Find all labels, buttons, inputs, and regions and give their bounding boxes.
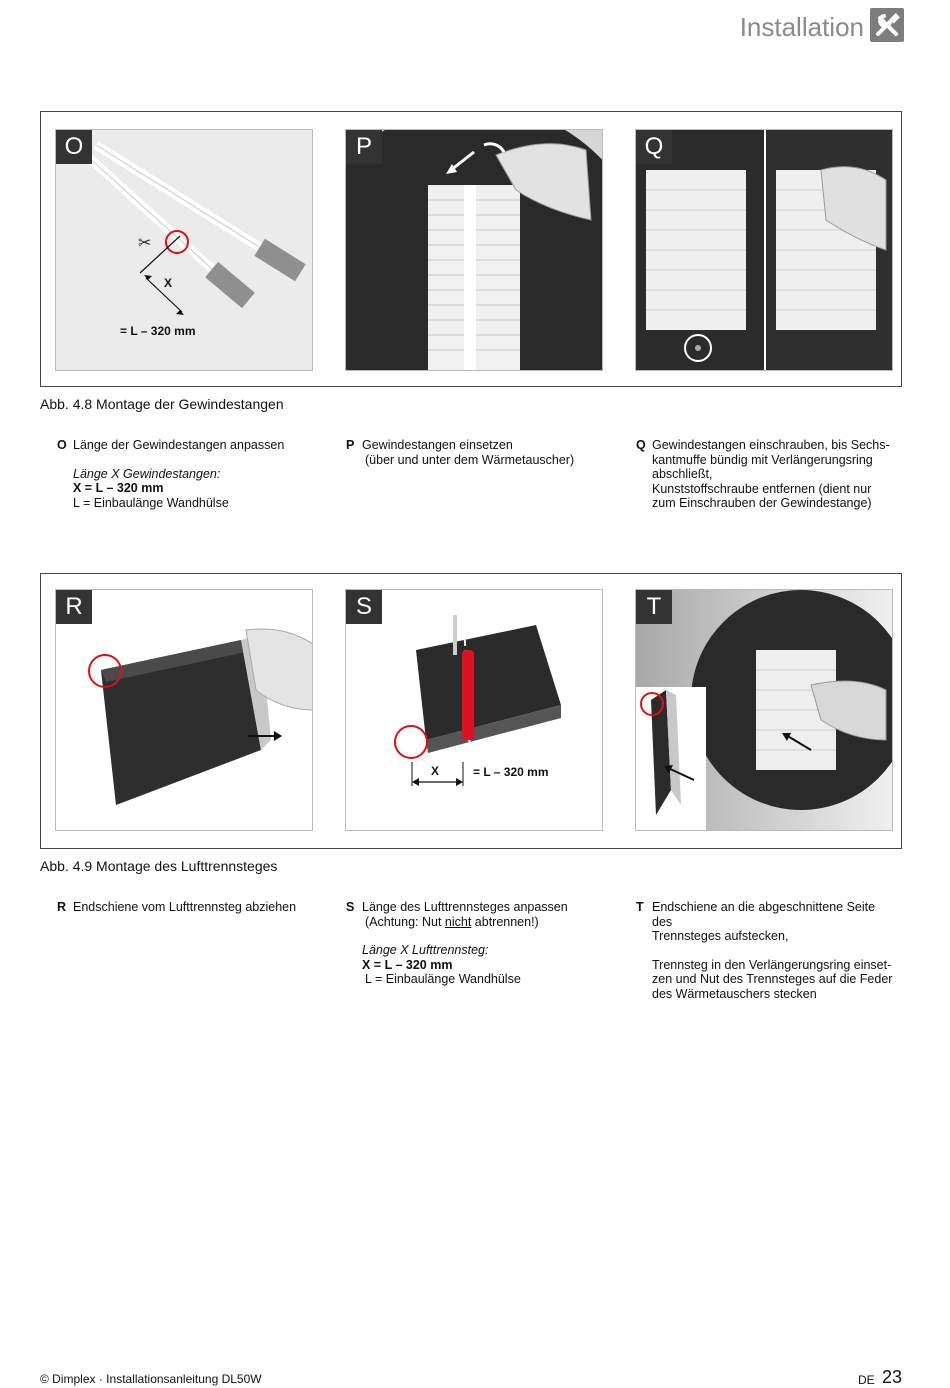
footer-copyright: © Dimplex · Installationsanleitung DL50W [40,1372,262,1386]
panel-letter-r: R [56,590,92,624]
desc-q-line1: Gewindestangen einschrauben, bis Sechs- [652,438,890,452]
desc-s-line2 [362,915,606,930]
photo-panel-s [345,589,603,831]
photo-panel-r [55,589,313,831]
photo-panel-q [635,129,893,371]
desc-q-line3: abschließt, [652,467,713,481]
desc-t-line2: Trennsteges aufstecken, [652,929,789,943]
panel-letter-s: S [346,590,382,624]
tools-icon [870,8,904,42]
description-r [57,900,317,915]
desc-letter-s: S [346,900,355,914]
panel-letter-o: O [56,130,92,164]
desc-q-line2: kantmuffe bündig mit Verlängerungsring [652,452,873,467]
insertion-image [636,590,893,831]
photo-panel-p [345,129,603,371]
desc-s-l-definition: L = Einbaulänge Wandhülse [365,972,521,986]
page-number: 23 [882,1367,903,1387]
air-separator-image [56,590,313,831]
desc-s-italic: Länge X Lufttrennsteg: [362,943,489,957]
desc-letter-r: R [57,900,67,914]
description-p [346,438,606,467]
figure-4-8-caption: Abb. 4.8 Montage der Gewindestangen [40,396,284,412]
desc-o-line1: Länge der Gewindestangen anpassen [73,438,285,452]
svg-text:✂: ✂ [138,233,152,252]
heat-exchanger-image [346,130,603,371]
desc-s-formula: X = L – 320 mm [362,957,453,972]
panel-letter-p: P [346,130,382,164]
desc-s-line2-pre: (Achtung: Nut [365,914,445,929]
desc-s-line1: Länge des Lufttrennsteges anpassen [362,900,568,914]
description-t [636,900,896,1001]
desc-letter-t: T [636,900,644,914]
desc-s-line2-post: abtrennen!) [471,914,539,929]
footer-language: DE [858,1373,875,1387]
desc-q-line4: Kunststoffschraube entfernen (dient nur [652,481,872,496]
desc-t-line3: Trennsteg in den Verlängerungsring einset- [652,957,892,972]
figure-4-9-caption: Abb. 4.9 Montage des Lufttrennsteges [40,858,278,874]
panel-letter-t: T [636,590,672,624]
photo-panel-o [55,129,313,371]
page-section-title: Installation [739,12,864,42]
desc-t-line5: des Wärmetauschers stecken [652,986,817,1001]
desc-o-italic: Länge X Gewindestangen: [73,466,221,481]
cutting-image [346,590,603,831]
photo-panel-t [635,589,893,831]
desc-t-line4: zen und Nut des Trennsteges auf die Feder [652,972,893,986]
desc-r-line1: Endschiene vom Lufttrennsteg abziehen [73,900,297,914]
description-q [636,438,896,511]
desc-o-formula: X = L – 320 mm [73,481,164,495]
desc-t-line1: Endschiene an die abgeschnittene Seite des [652,900,876,929]
annotation-x: X [431,764,440,778]
desc-p-line1: Gewindestangen einsetzen [362,438,513,452]
desc-letter-o: O [57,438,67,452]
annotation-length: = L – 320 mm [473,765,549,779]
description-o [57,438,317,510]
desc-o-l-definition: L = Einbaulänge Wandhülse [73,495,229,510]
sleeve-screw-image [636,130,893,371]
annotation-length: = L – 320 mm [120,324,196,338]
desc-letter-p: P [346,438,355,452]
desc-s-line2-underlined: nicht [444,914,472,929]
panel-letter-q: Q [636,130,672,164]
description-s [346,900,606,987]
desc-letter-q: Q [636,438,646,452]
desc-p-line2: (über und unter dem Wärmetauscher) [365,452,575,467]
annotation-x: X [164,276,173,290]
desc-q-line5: zum Einschrauben der Gewindestange) [652,496,872,510]
